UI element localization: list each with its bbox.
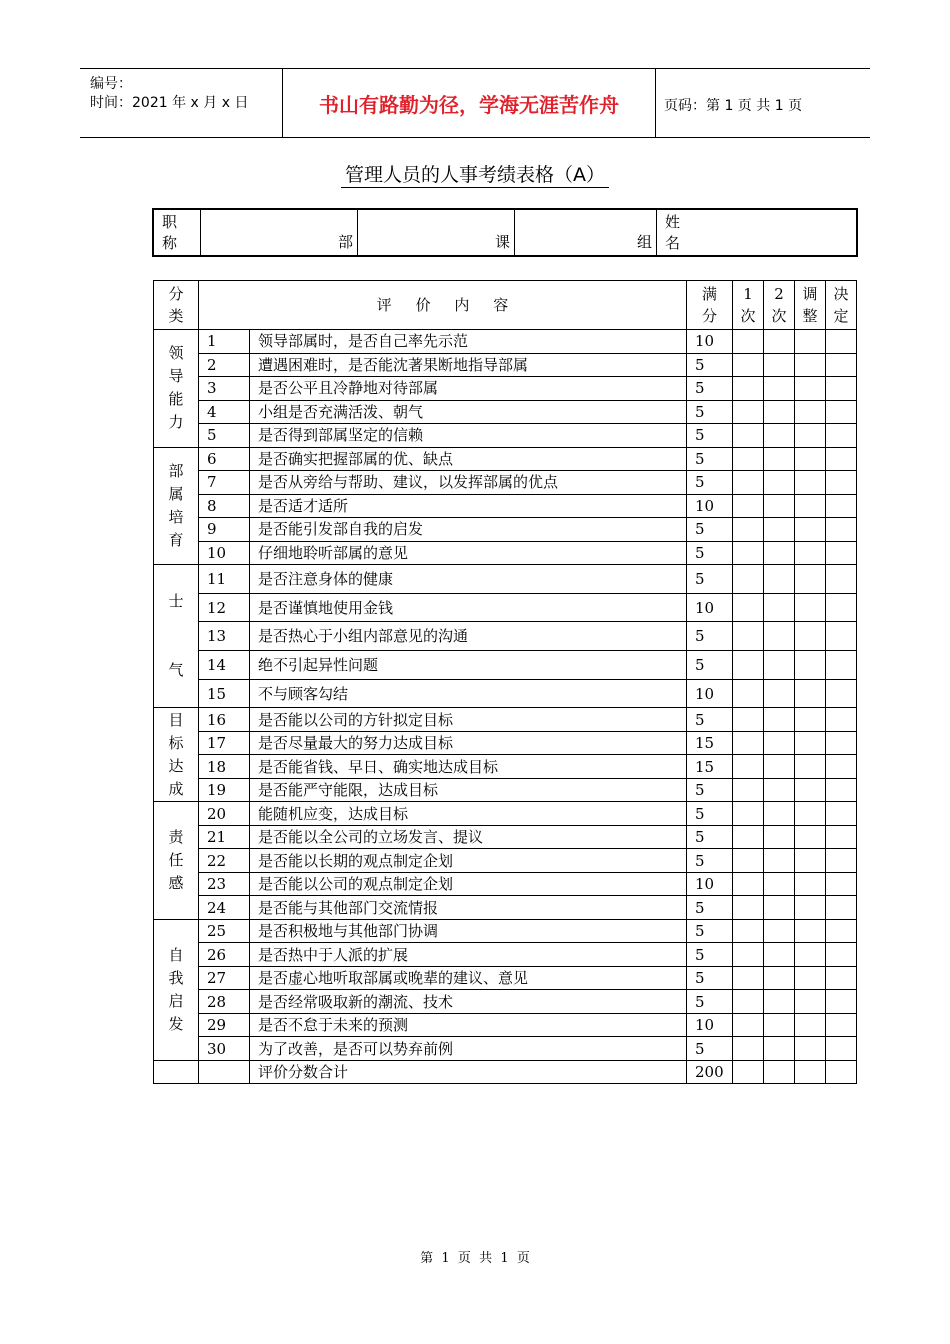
criterion-text: 是否尽量最大的努力达成目标 [250, 731, 687, 755]
full-score: 15 [687, 731, 733, 755]
adjust-cell[interactable] [795, 778, 826, 802]
full-score: 5 [687, 518, 733, 542]
table-row [154, 377, 857, 401]
full-score: 5 [687, 990, 733, 1014]
second-score-cell[interactable] [764, 353, 795, 377]
adjust-cell[interactable] [795, 330, 826, 354]
second-score-cell[interactable] [764, 802, 795, 826]
table-row [154, 849, 857, 873]
adjust-cell[interactable] [795, 755, 826, 779]
serial-label: 编号： [90, 76, 132, 92]
table-row [154, 943, 857, 967]
adjust-cell[interactable] [795, 990, 826, 1014]
row-number: 3 [199, 377, 250, 401]
total-second-cell[interactable] [764, 1060, 795, 1084]
adjust-cell[interactable] [795, 708, 826, 732]
total-category-cell [154, 1060, 199, 1084]
second-score-cell[interactable] [764, 447, 795, 471]
adjust-cell[interactable] [795, 447, 826, 471]
decision-cell[interactable] [826, 731, 857, 755]
total-label: 评价分数合计 [250, 1060, 687, 1084]
full-score: 5 [687, 708, 733, 732]
second-score-cell[interactable] [764, 1037, 795, 1061]
full-score: 5 [687, 919, 733, 943]
header-meta [80, 69, 282, 137]
adjust-cell[interactable] [795, 353, 826, 377]
header-full-score: 满 分 [687, 281, 733, 330]
category-cell: 目 标 达 成 [154, 708, 199, 802]
full-score: 5 [687, 825, 733, 849]
criterion-text: 是否能以全公司的立场发言、提议 [250, 825, 687, 849]
row-number: 4 [199, 400, 250, 424]
first-score-cell[interactable] [733, 731, 764, 755]
row-number: 20 [199, 802, 250, 826]
first-score-cell[interactable] [733, 424, 764, 448]
decision-cell[interactable] [826, 622, 857, 651]
full-score: 5 [687, 471, 733, 495]
adjust-cell[interactable] [795, 731, 826, 755]
table-row [154, 518, 857, 542]
position-label: 职 称 [153, 209, 201, 256]
category-cell: 部 属 培 育 [154, 447, 199, 565]
total-number-cell [199, 1060, 250, 1084]
first-score-cell[interactable] [733, 400, 764, 424]
first-score-cell[interactable] [733, 565, 764, 594]
category-cell: 领 导 能 力 [154, 330, 199, 448]
full-score: 5 [687, 802, 733, 826]
decision-cell[interactable] [826, 802, 857, 826]
decision-cell[interactable] [826, 825, 857, 849]
second-score-cell[interactable] [764, 622, 795, 651]
decision-cell[interactable] [826, 966, 857, 990]
adjust-cell[interactable] [795, 565, 826, 594]
criterion-text: 是否能引发部自我的启发 [250, 518, 687, 542]
adjust-cell[interactable] [795, 494, 826, 518]
criterion-text: 是否能省钱、早日、确实地达成目标 [250, 755, 687, 779]
evaluation-table [153, 280, 857, 1084]
table-header-row [154, 281, 857, 330]
decision-cell[interactable] [826, 849, 857, 873]
second-score-cell[interactable] [764, 400, 795, 424]
table-row [154, 802, 857, 826]
row-number: 13 [199, 622, 250, 651]
decision-cell[interactable] [826, 593, 857, 622]
table-row [154, 755, 857, 779]
second-score-cell[interactable] [764, 708, 795, 732]
row-number: 29 [199, 1013, 250, 1037]
decision-cell[interactable] [826, 896, 857, 920]
table-row [154, 651, 857, 680]
second-score-cell[interactable] [764, 565, 795, 594]
decision-cell[interactable] [826, 872, 857, 896]
first-score-cell[interactable] [733, 849, 764, 873]
adjust-cell[interactable] [795, 679, 826, 708]
header-content: 评 价 内 容 [199, 281, 687, 330]
second-score-cell[interactable] [764, 424, 795, 448]
second-score-cell[interactable] [764, 943, 795, 967]
table-row [154, 565, 857, 594]
table-row [154, 471, 857, 495]
document-header [80, 68, 870, 138]
table-row [154, 896, 857, 920]
row-number: 22 [199, 849, 250, 873]
row-number: 30 [199, 1037, 250, 1061]
decision-cell[interactable] [826, 494, 857, 518]
table-row [154, 494, 857, 518]
criterion-text: 是否注意身体的健康 [250, 565, 687, 594]
first-score-cell[interactable] [733, 330, 764, 354]
table-row [154, 400, 857, 424]
first-score-cell[interactable] [733, 896, 764, 920]
name-field[interactable]: 姓 名 [657, 209, 858, 256]
row-number: 23 [199, 872, 250, 896]
adjust-cell[interactable] [795, 802, 826, 826]
decision-cell[interactable] [826, 541, 857, 565]
first-score-cell[interactable] [733, 1037, 764, 1061]
criterion-text: 仔细地聆听部属的意见 [250, 541, 687, 565]
criterion-text: 能随机应变，达成目标 [250, 802, 687, 826]
row-number: 1 [199, 330, 250, 354]
second-score-cell[interactable] [764, 896, 795, 920]
first-score-cell[interactable] [733, 679, 764, 708]
criterion-text: 是否能严守能限，达成目标 [250, 778, 687, 802]
adjust-cell[interactable] [795, 400, 826, 424]
adjust-cell[interactable] [795, 849, 826, 873]
criterion-text: 为了改善，是否可以势弃前例 [250, 1037, 687, 1061]
first-score-cell[interactable] [733, 990, 764, 1014]
criterion-text: 是否能以长期的观点制定企划 [250, 849, 687, 873]
second-score-cell[interactable] [764, 494, 795, 518]
row-number: 11 [199, 565, 250, 594]
first-score-cell[interactable] [733, 919, 764, 943]
row-number: 28 [199, 990, 250, 1014]
full-score: 5 [687, 943, 733, 967]
decision-cell[interactable] [826, 377, 857, 401]
criterion-text: 小组是否充满活泼、朝气 [250, 400, 687, 424]
row-number: 2 [199, 353, 250, 377]
adjust-cell[interactable] [795, 872, 826, 896]
table-row [154, 541, 857, 565]
table-row [154, 1037, 857, 1061]
row-number: 5 [199, 424, 250, 448]
total-decision-cell[interactable] [826, 1060, 857, 1084]
row-number: 17 [199, 731, 250, 755]
full-score: 5 [687, 651, 733, 680]
row-number: 27 [199, 966, 250, 990]
first-score-cell[interactable] [733, 651, 764, 680]
group-field[interactable]: 组 [515, 209, 657, 256]
category-cell: 自 我 启 发 [154, 919, 199, 1060]
row-number: 9 [199, 518, 250, 542]
criterion-text: 是否热中于人派的扩展 [250, 943, 687, 967]
adjust-cell[interactable] [795, 1037, 826, 1061]
first-score-cell[interactable] [733, 802, 764, 826]
criterion-text: 是否经常吸取新的潮流、技术 [250, 990, 687, 1014]
full-score: 10 [687, 593, 733, 622]
category-cell: 责 任 感 [154, 802, 199, 920]
criterion-text: 是否谨慎地使用金钱 [250, 593, 687, 622]
adjust-cell[interactable] [795, 966, 826, 990]
adjust-cell[interactable] [795, 1013, 826, 1037]
row-number: 6 [199, 447, 250, 471]
criterion-text: 是否能与其他部门交流情报 [250, 896, 687, 920]
second-score-cell[interactable] [764, 330, 795, 354]
full-score: 10 [687, 330, 733, 354]
second-score-cell[interactable] [764, 377, 795, 401]
second-score-cell[interactable] [764, 872, 795, 896]
first-score-cell[interactable] [733, 825, 764, 849]
adjust-cell[interactable] [795, 651, 826, 680]
first-score-cell[interactable] [733, 494, 764, 518]
first-score-cell[interactable] [733, 471, 764, 495]
first-score-cell[interactable] [733, 943, 764, 967]
first-score-cell[interactable] [733, 778, 764, 802]
second-score-cell[interactable] [764, 651, 795, 680]
table-row [154, 825, 857, 849]
second-score-cell[interactable] [764, 825, 795, 849]
table-row [154, 447, 857, 471]
criterion-text: 是否积极地与其他部门协调 [250, 919, 687, 943]
second-score-cell[interactable] [764, 541, 795, 565]
page-footer: 第 1 页 共 1 页 [420, 1251, 530, 1266]
full-score: 10 [687, 679, 733, 708]
full-score: 10 [687, 494, 733, 518]
decision-cell[interactable] [826, 679, 857, 708]
total-row [154, 1060, 857, 1084]
adjust-cell[interactable] [795, 518, 826, 542]
decision-cell[interactable] [826, 651, 857, 680]
second-score-cell[interactable] [764, 1013, 795, 1037]
first-score-cell[interactable] [733, 755, 764, 779]
first-score-cell[interactable] [733, 447, 764, 471]
full-score: 5 [687, 622, 733, 651]
criterion-text: 领导部属时，是否自己率先示范 [250, 330, 687, 354]
header-decision: 决 定 [826, 281, 857, 330]
first-score-cell[interactable] [733, 541, 764, 565]
criterion-text: 是否适才适所 [250, 494, 687, 518]
decision-cell[interactable] [826, 353, 857, 377]
second-score-cell[interactable] [764, 518, 795, 542]
decision-cell[interactable] [826, 400, 857, 424]
decision-cell[interactable] [826, 1013, 857, 1037]
row-number: 8 [199, 494, 250, 518]
second-score-cell[interactable] [764, 471, 795, 495]
table-row [154, 966, 857, 990]
second-score-cell[interactable] [764, 593, 795, 622]
row-number: 26 [199, 943, 250, 967]
row-number: 19 [199, 778, 250, 802]
row-number: 16 [199, 708, 250, 732]
total-adjust-cell[interactable] [795, 1060, 826, 1084]
decision-cell[interactable] [826, 518, 857, 542]
adjust-cell[interactable] [795, 424, 826, 448]
full-score: 5 [687, 400, 733, 424]
header-page-info: 页码：第 1 页 共 1 页 [664, 98, 803, 114]
criterion-text: 是否确实把握部属的优、缺点 [250, 447, 687, 471]
criterion-text: 绝不引起异性问题 [250, 651, 687, 680]
criterion-text: 是否不怠于未来的预测 [250, 1013, 687, 1037]
criterion-text: 是否得到部属坚定的信赖 [250, 424, 687, 448]
decision-cell[interactable] [826, 1037, 857, 1061]
header-second: 2 次 [764, 281, 795, 330]
full-score: 5 [687, 896, 733, 920]
first-score-cell[interactable] [733, 353, 764, 377]
criterion-text: 遭遇困难时，是否能沈著果断地指导部属 [250, 353, 687, 377]
second-score-cell[interactable] [764, 919, 795, 943]
dept-field[interactable]: 部 [201, 209, 358, 256]
header-motto: 书山有路勤为径，学海无涯苦作舟 [282, 69, 656, 137]
table-row [154, 778, 857, 802]
full-score: 5 [687, 447, 733, 471]
criterion-text: 是否能以公司的观点制定企划 [250, 872, 687, 896]
decision-cell[interactable] [826, 471, 857, 495]
row-number: 25 [199, 919, 250, 943]
criterion-text: 是否虚心地听取部属或晚辈的建议、意见 [250, 966, 687, 990]
full-score: 5 [687, 424, 733, 448]
info-table [152, 208, 858, 257]
category-cell: 士 气 [154, 565, 199, 708]
criterion-text: 是否热心于小组内部意见的沟通 [250, 622, 687, 651]
second-score-cell[interactable] [764, 731, 795, 755]
table-row [154, 731, 857, 755]
decision-cell[interactable] [826, 778, 857, 802]
adjust-cell[interactable] [795, 825, 826, 849]
adjust-cell[interactable] [795, 622, 826, 651]
table-row [154, 353, 857, 377]
first-score-cell[interactable] [733, 377, 764, 401]
table-body [154, 330, 857, 1084]
row-number: 21 [199, 825, 250, 849]
header-first: 1 次 [733, 281, 764, 330]
header-adjust: 调 整 [795, 281, 826, 330]
second-score-cell[interactable] [764, 778, 795, 802]
full-score: 5 [687, 377, 733, 401]
header-category: 分 类 [154, 281, 199, 330]
adjust-cell[interactable] [795, 919, 826, 943]
page-title: 管理人员的人事考绩表格（A） [0, 160, 950, 187]
criterion-text: 是否能以公司的方针拟定目标 [250, 708, 687, 732]
second-score-cell[interactable] [764, 849, 795, 873]
decision-cell[interactable] [826, 447, 857, 471]
criterion-text: 不与顾客勾结 [250, 679, 687, 708]
adjust-cell[interactable] [795, 541, 826, 565]
table-row [154, 593, 857, 622]
table-row [154, 330, 857, 354]
decision-cell[interactable] [826, 330, 857, 354]
first-score-cell[interactable] [733, 708, 764, 732]
full-score: 5 [687, 778, 733, 802]
table-row [154, 872, 857, 896]
first-score-cell[interactable] [733, 622, 764, 651]
full-score: 5 [687, 565, 733, 594]
second-score-cell[interactable] [764, 755, 795, 779]
first-score-cell[interactable] [733, 872, 764, 896]
second-score-cell[interactable] [764, 966, 795, 990]
adjust-cell[interactable] [795, 896, 826, 920]
table-row [154, 424, 857, 448]
second-score-cell[interactable] [764, 990, 795, 1014]
first-score-cell[interactable] [733, 518, 764, 542]
first-score-cell[interactable] [733, 966, 764, 990]
first-score-cell[interactable] [733, 1013, 764, 1037]
full-score: 15 [687, 755, 733, 779]
full-score: 5 [687, 1037, 733, 1061]
second-score-cell[interactable] [764, 679, 795, 708]
adjust-cell[interactable] [795, 943, 826, 967]
row-number: 24 [199, 896, 250, 920]
table-row [154, 679, 857, 708]
adjust-cell[interactable] [795, 377, 826, 401]
decision-cell[interactable] [826, 755, 857, 779]
full-score: 10 [687, 872, 733, 896]
section-field[interactable]: 课 [358, 209, 515, 256]
full-score: 10 [687, 1013, 733, 1037]
row-number: 18 [199, 755, 250, 779]
row-number: 10 [199, 541, 250, 565]
decision-cell[interactable] [826, 919, 857, 943]
adjust-cell[interactable] [795, 593, 826, 622]
date-label: 时间：2021 年 x 月 x 日 [90, 95, 249, 111]
total-full-score: 200 [687, 1060, 733, 1084]
table-row [154, 990, 857, 1014]
decision-cell[interactable] [826, 424, 857, 448]
decision-cell[interactable] [826, 943, 857, 967]
decision-cell[interactable] [826, 708, 857, 732]
total-first-cell[interactable] [733, 1060, 764, 1084]
table-row [154, 622, 857, 651]
row-number: 15 [199, 679, 250, 708]
table-row [154, 919, 857, 943]
criterion-text: 是否公平且冷静地对待部属 [250, 377, 687, 401]
decision-cell[interactable] [826, 565, 857, 594]
decision-cell[interactable] [826, 990, 857, 1014]
criterion-text: 是否从旁给与帮助、建议，以发挥部属的优点 [250, 471, 687, 495]
full-score: 5 [687, 541, 733, 565]
table-row [154, 1013, 857, 1037]
first-score-cell[interactable] [733, 593, 764, 622]
row-number: 14 [199, 651, 250, 680]
row-number: 12 [199, 593, 250, 622]
row-number: 7 [199, 471, 250, 495]
adjust-cell[interactable] [795, 471, 826, 495]
table-row [154, 708, 857, 732]
full-score: 5 [687, 966, 733, 990]
full-score: 5 [687, 353, 733, 377]
full-score: 5 [687, 849, 733, 873]
